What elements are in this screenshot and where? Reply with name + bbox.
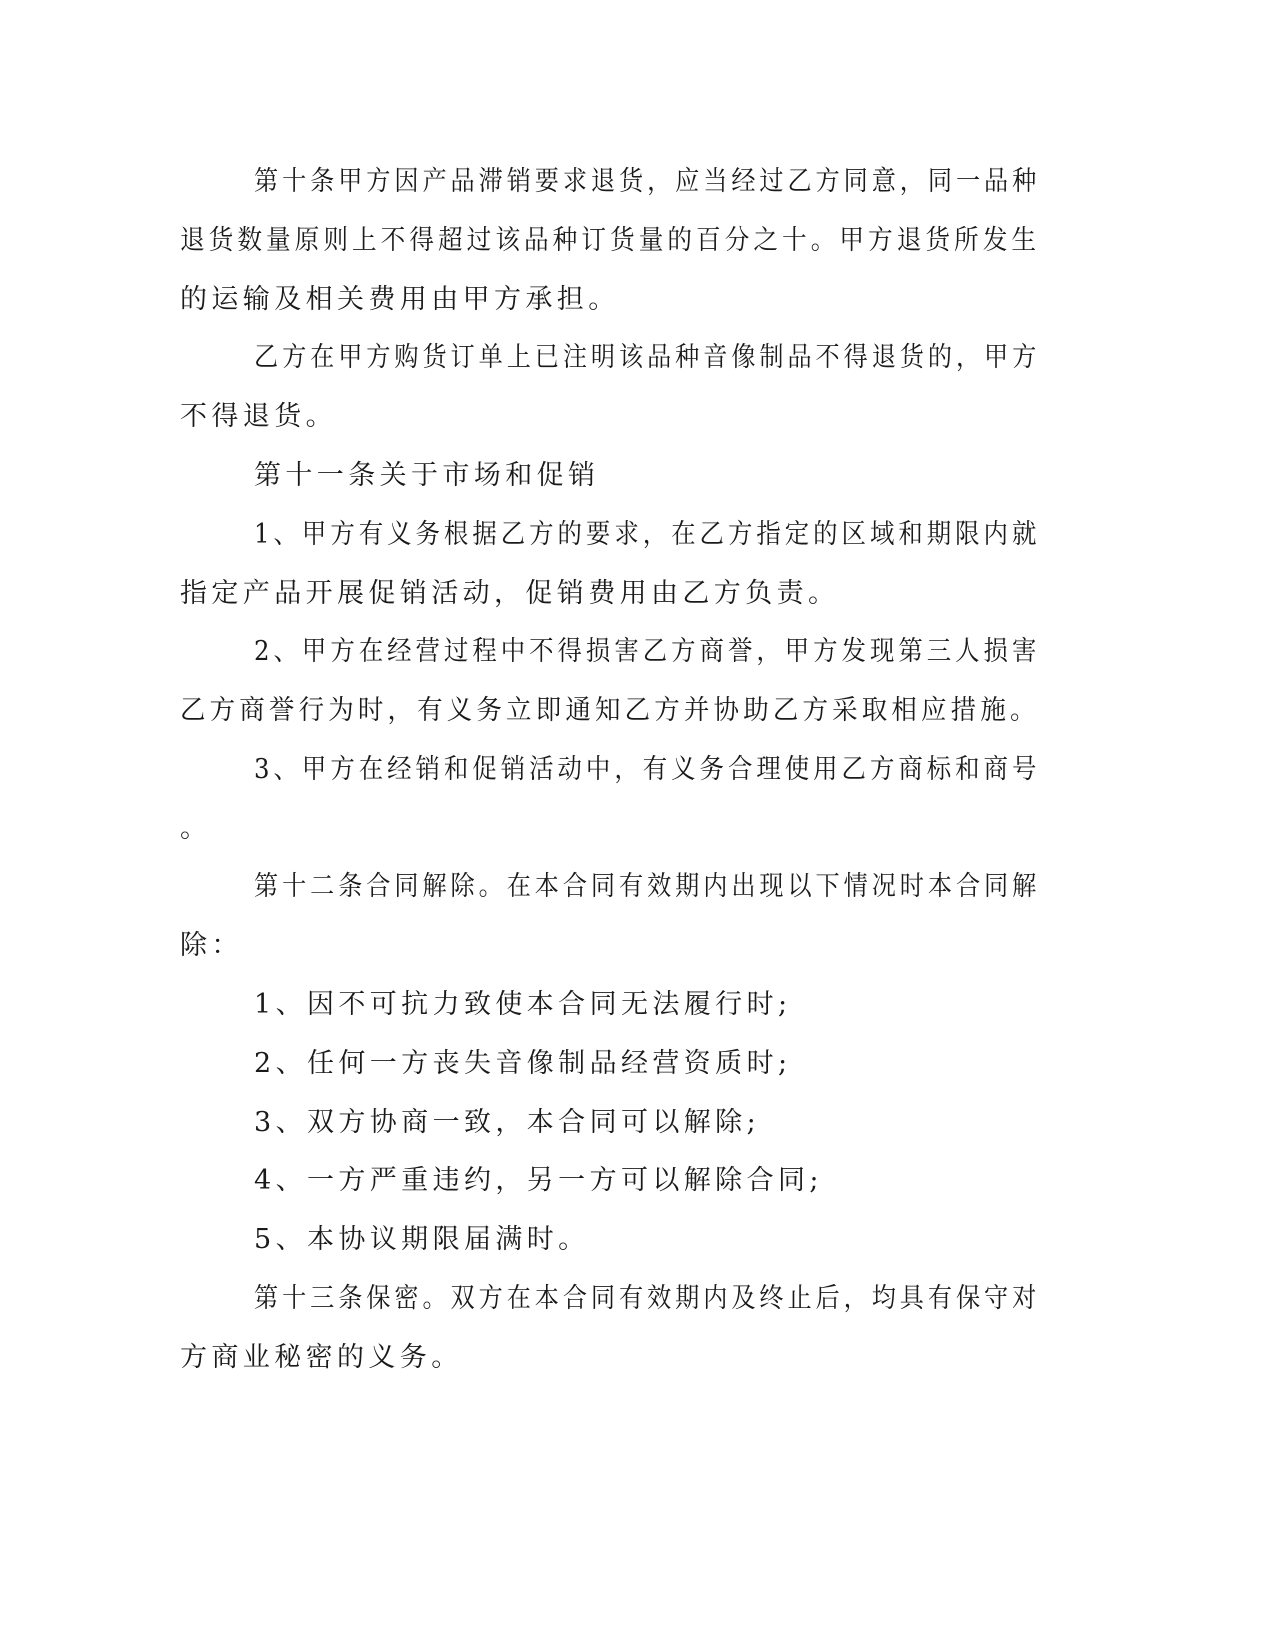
list-item: 4、一方严重违约，另一方可以解除合同;	[254, 1165, 823, 1196]
list-item: 2、任何一方丧失音像制品经营资质时;	[254, 1048, 792, 1079]
paragraph-line: 第十三条保密。双方在本合同有效期内及终止后，均具有保守对	[254, 1283, 1041, 1314]
paragraph-line: 2、甲方在经营过程中不得损害乙方商誉，甲方发现第三人损害	[254, 636, 1041, 667]
paragraph-line: 方商业秘密的义务。	[180, 1342, 463, 1373]
paragraph-line: 除：	[180, 930, 243, 961]
paragraph-line: 乙方商誉行为时，有义务立即通知乙方并协助乙方采取相应措施。	[180, 695, 1040, 726]
paragraph-line: 1、甲方有义务根据乙方的要求，在乙方指定的区域和期限内就	[254, 519, 1041, 550]
paragraph-line: 的运输及相关费用由甲方承担。	[180, 284, 620, 315]
list-item: 3、双方协商一致，本合同可以解除;	[254, 1107, 761, 1138]
paragraph-line: 。	[180, 813, 212, 844]
paragraph-line: 退货数量原则上不得超过该品种订货量的百分之十。甲方退货所发生	[180, 225, 1041, 256]
paragraph-line: 乙方在甲方购货订单上已注明该品种音像制品不得退货的，甲方	[254, 342, 1041, 373]
list-item: 1、因不可抗力致使本合同无法履行时;	[254, 989, 792, 1020]
paragraph-line: 不得退货。	[180, 401, 337, 432]
section-heading: 第十一条关于市场和促销	[254, 460, 600, 491]
paragraph-line: 第十条甲方因产品滞销要求退货，应当经过乙方同意，同一品种	[254, 166, 1041, 197]
paragraph-line: 第十二条合同解除。在本合同有效期内出现以下情况时本合同解	[254, 871, 1041, 902]
paragraph-line: 指定产品开展促销活动，促销费用由乙方负责。	[180, 578, 840, 609]
list-item: 5、本协议期限届满时。	[254, 1224, 590, 1255]
paragraph-line: 3、甲方在经销和促销活动中，有义务合理使用乙方商标和商号	[254, 754, 1041, 785]
